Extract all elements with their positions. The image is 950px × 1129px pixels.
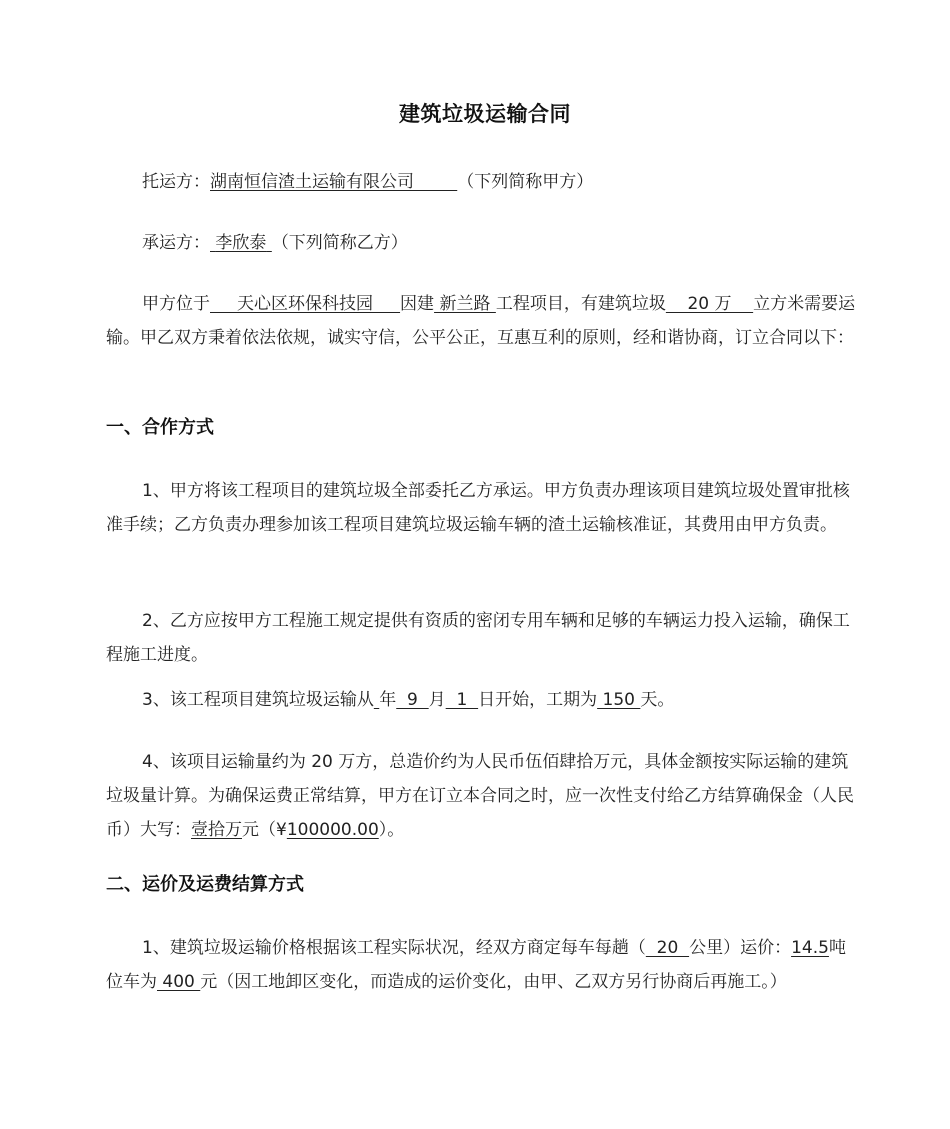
item-text: 公里）运价： bbox=[689, 938, 792, 958]
deposit-amount-number: 100000.00 bbox=[286, 820, 379, 840]
section-1-heading: 一、合作方式 bbox=[106, 417, 214, 438]
truck-tonnage: 14.5 bbox=[791, 938, 829, 958]
section-1-item-1: 1、甲方将该工程项目的建筑垃圾全部委托乙方承运。甲方负责办理该项目建筑垃圾处置审批核准手续；乙方负责办理参加该工程项目建筑垃圾运输车辆的渣土运输核准证，其费用由甲方负责。 bbox=[106, 481, 850, 535]
intro-paragraph bbox=[106, 287, 861, 355]
item-text: 4、该项目运输量约为 20 万方，总造价约为人民币伍佰肆拾万元，具体金额按实际运输的建筑垃圾量计算。为确保运费正常结算，甲方在订立本合同之时，应一次性支付给乙方结算确保金（人民币）大写： bbox=[106, 752, 854, 840]
item-text: 3、该工程项目建筑垃圾运输从 bbox=[142, 690, 374, 710]
section-1-item-4 bbox=[106, 745, 861, 847]
item-text: 1、建筑垃圾运输价格根据该工程实际状况，经双方商定每车每趟（ bbox=[142, 938, 646, 958]
party-b-line bbox=[106, 226, 861, 260]
deposit-amount-words: 壹拾万 bbox=[191, 820, 242, 840]
trip-price: 400 bbox=[157, 972, 201, 992]
project-location: 天心区环保科技园 bbox=[210, 294, 401, 314]
section-1-item-3 bbox=[106, 683, 861, 717]
item-text: 吨位车为 bbox=[106, 938, 846, 992]
party-a-line bbox=[106, 165, 861, 199]
intro-text: 甲方位于 bbox=[142, 294, 210, 314]
start-month: 9 bbox=[396, 690, 429, 710]
party-a-suffix: （下列简称甲方） bbox=[457, 172, 594, 192]
section-2-heading: 二、运价及运费结算方式 bbox=[106, 874, 304, 895]
trip-distance: 20 bbox=[645, 938, 690, 958]
item-text: 元（因工地卸区变化，而造成的运价变化，由甲、乙双方另行协商后再施工。） bbox=[200, 972, 787, 992]
party-a-label: 托运方： bbox=[142, 172, 210, 192]
intro-text: 立方米需要运输。甲乙双方秉着依法依规，诚实守信，公平公正，互惠互利的原则，经和谐协商，订立合同以下： bbox=[106, 294, 856, 348]
party-b-suffix: （下列简称乙方） bbox=[271, 233, 408, 253]
item-text: ）。 bbox=[378, 820, 405, 840]
start-day: 1 bbox=[445, 690, 479, 710]
party-a-name: 湖南恒信渣土运输有限公司 bbox=[210, 172, 414, 192]
item-text: 年 bbox=[379, 690, 397, 710]
item-text: 日开始，工期为 bbox=[478, 690, 598, 710]
party-b-label: 承运方： bbox=[142, 233, 210, 253]
item-text: 元（¥ bbox=[242, 820, 287, 840]
intro-text: 因建 bbox=[400, 294, 435, 314]
party-b-name: 李欣泰 bbox=[215, 233, 267, 253]
item-text: 月 bbox=[428, 690, 446, 710]
waste-volume: 20 万 bbox=[665, 294, 754, 314]
intro-text: 工程项目，有建筑垃圾 bbox=[495, 294, 666, 314]
document-title: 建筑垃圾运输合同 bbox=[399, 102, 571, 126]
duration-days: 150 bbox=[597, 690, 641, 710]
section-2-item-1 bbox=[106, 931, 861, 999]
section-1-item-2: 2、乙方应按甲方工程施工规定提供有资质的密闭专用车辆和足够的车辆运力投入运输，确保工程施工进度。 bbox=[106, 611, 850, 665]
item-text: 天。 bbox=[640, 690, 675, 710]
road-name: 新兰路 bbox=[434, 294, 496, 314]
